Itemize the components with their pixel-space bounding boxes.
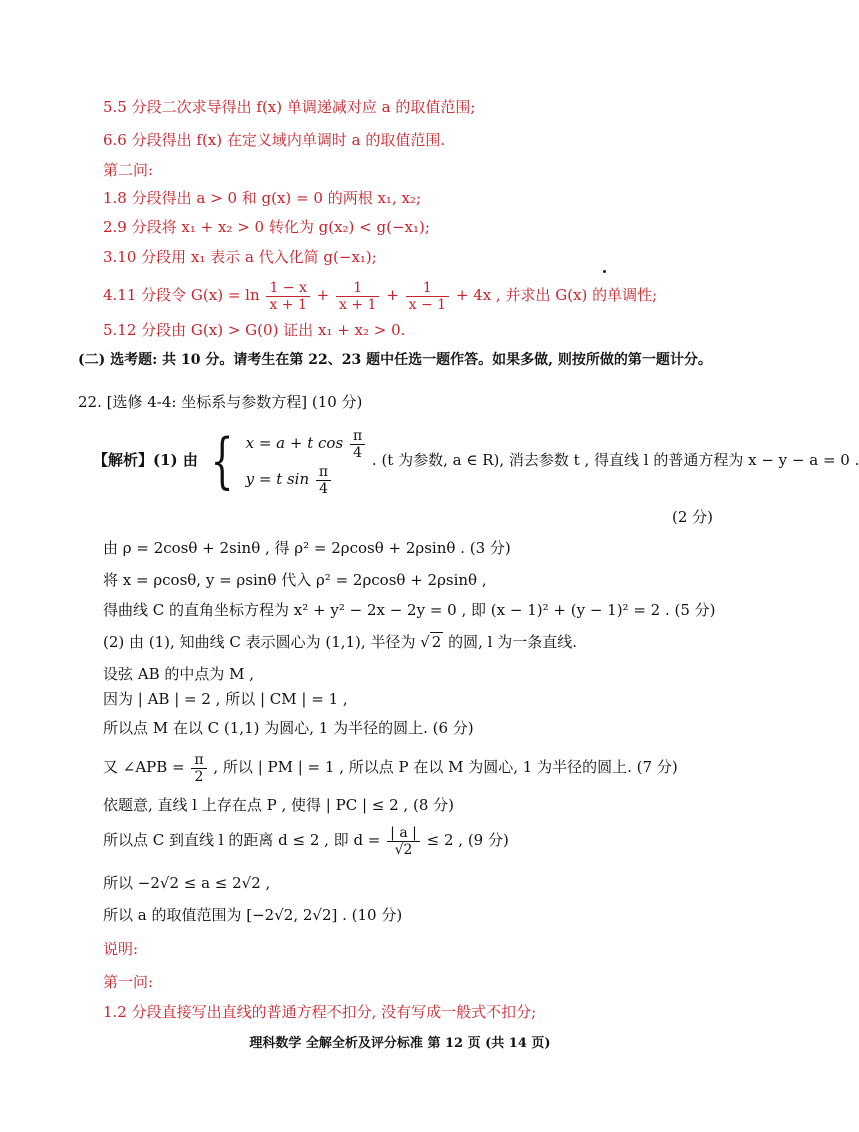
step-g: 所以点 M 在以 C (1,1) 为圆心, 1 为半径的圆上. (6 分) <box>103 719 474 737</box>
note-top-6: 6.6 分段得出 f(x) 在定义域内单调时 a 的取值范围. <box>103 131 446 149</box>
first-question-heading: 第一问: <box>103 973 154 991</box>
note4-f3-numerator: 1 <box>406 280 449 297</box>
step-i: 依题意, 直线 l 上存在点 P , 使得 | PC | ≤ 2 , (8 分) <box>103 796 454 814</box>
analysis-line <box>93 424 859 497</box>
eq-y <box>246 461 368 497</box>
eq-y-fraction <box>316 464 331 497</box>
eq-x-prefix: x = a + t cos <box>245 434 344 452</box>
eq-x <box>246 425 368 461</box>
note4-plus-2: + <box>386 286 399 304</box>
page-footer: 理科数学 全解全析及评分标准 第 12 页 (共 14 页) <box>249 1036 551 1051</box>
step-j-suffix: ≤ 2 , (9 分) <box>426 831 509 849</box>
second-note-1: 1.8 分段得出 a > 0 和 g(x) = 0 的两根 x₁, x₂; <box>103 189 422 207</box>
note4-f2-denominator: x + 1 <box>339 296 377 313</box>
note4-plus-1: + <box>316 286 330 304</box>
step-d-prefix: (2) 由 (1), 知曲线 C 表示圆心为 (1,1), 半径为 √ <box>103 633 430 651</box>
note4-suffix: + 4x , 并求出 G(x) 的单调性; <box>455 286 658 304</box>
note4-f3-denominator: x − 1 <box>408 296 447 313</box>
eq-x-pi: π <box>350 428 365 445</box>
parametric-system <box>246 425 368 497</box>
note4-fraction-2 <box>336 280 379 313</box>
note4-prefix: 4.11 分段令 G(x) = ln <box>103 286 260 304</box>
explanation-label: 说明: <box>103 940 139 958</box>
step-d <box>103 632 577 652</box>
eq-x-four: 4 <box>353 444 362 461</box>
step-a: 由 ρ = 2cosθ + 2sinθ , 得 ρ² = 2ρcosθ + 2ρsinθ . (3 分) <box>103 539 511 557</box>
step-j <box>103 820 509 860</box>
step-f: 因为 | AB | = 2 , 所以 | CM | = 1 , <box>103 690 348 708</box>
step-c: 得曲线 C 的直角坐标方程为 x² + y² − 2x − 2y = 0 , 即 (x − 1)² + (y − 1)² = 2 . (5 分) <box>103 601 716 619</box>
step-h-suffix: , 所以 | PM | = 1 , 所以点 P 在以 M 为圆心, 1 为半径的圆上. (7 分) <box>213 758 678 776</box>
step-b: 将 x = ρcosθ, y = ρsinθ 代入 ρ² = 2ρcosθ + 2ρsinθ , <box>103 571 487 589</box>
step-d-radicand: 2 <box>431 633 442 651</box>
note4-fraction-1 <box>266 280 309 313</box>
step-h-den: 2 <box>194 768 204 785</box>
eq-y-prefix: y = t sin <box>245 470 310 488</box>
last-note: 1.2 分段直接写出直线的普通方程不扣分, 没有写成一般式不扣分; <box>103 1003 537 1021</box>
system-brace: { <box>210 426 234 496</box>
step-h-fraction <box>191 752 206 785</box>
second-note-4 <box>103 275 657 315</box>
analysis-label: 【解析】(1) 由 <box>93 451 198 469</box>
stray-dot <box>603 270 606 273</box>
eq-y-four: 4 <box>319 480 328 497</box>
after-system: . (t 为参数, a ∈ R), 消去参数 t , 得直线 l 的普通方程为 x − y − a = 0 . <box>371 451 859 469</box>
step-e: 设弦 AB 的中点为 M , <box>103 665 255 683</box>
section-heading: (二) 选考题: 共 10 分。请考生在第 22、23 题中任选一题作答。如果多做, 则按所做的第一题计分。 <box>78 352 712 368</box>
step-h-prefix: 又 ∠APB = <box>103 758 185 776</box>
note4-fraction-3 <box>406 280 449 313</box>
note4-f1-denominator: x + 1 <box>269 296 307 313</box>
step-j-fraction <box>387 825 420 858</box>
problem-title: 22. [选修 4-4: 坐标系与参数方程] (10 分) <box>78 393 363 411</box>
step-j-num: | a | <box>387 825 420 842</box>
step-h <box>103 748 678 786</box>
note-top-5: 5.5 分段二次求导得出 f(x) 单调递减对应 a 的取值范围; <box>103 98 476 116</box>
second-note-5: 5.12 分段由 G(x) > G(0) 证出 x₁ + x₂ > 0. <box>103 321 406 339</box>
step-k: 所以 −2√2 ≤ a ≤ 2√2 , <box>103 874 271 892</box>
second-note-3: 3.10 分段用 x₁ 表示 a 代入化简 g(−x₁); <box>103 248 377 266</box>
step-j-prefix: 所以点 C 到直线 l 的距离 d ≤ 2 , 即 d = <box>103 831 381 849</box>
eq-y-pi: π <box>316 464 331 481</box>
second-question-heading: 第二问: <box>103 161 154 179</box>
second-note-2: 2.9 分段将 x₁ + x₂ > 0 转化为 g(x₂) < g(−x₁); <box>103 218 430 236</box>
note4-f2-numerator: 1 <box>336 280 379 297</box>
step-d-suffix: 的圆, l 为一条直线. <box>443 633 577 651</box>
step-h-num: π <box>191 752 206 769</box>
step-j-den: √2 <box>394 841 413 858</box>
note4-f1-numerator: 1 − x <box>266 280 309 297</box>
eq-x-fraction <box>350 428 365 461</box>
step-l: 所以 a 的取值范围为 [−2√2, 2√2] . (10 分) <box>103 906 403 924</box>
score-2: (2 分) <box>672 508 714 526</box>
